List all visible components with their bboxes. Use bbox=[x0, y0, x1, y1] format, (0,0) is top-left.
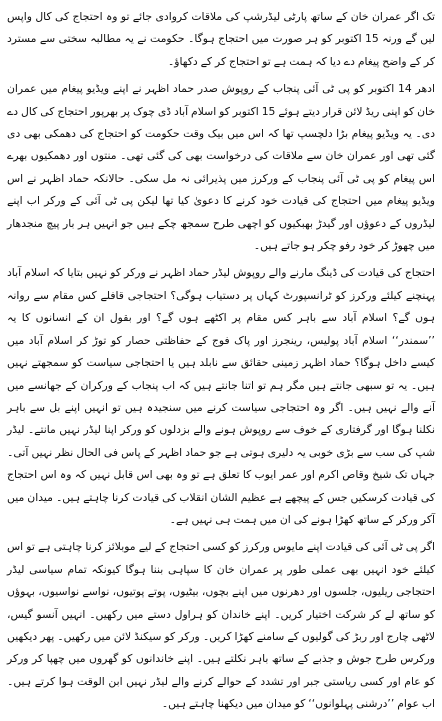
article-paragraph-3: احتجاج کی قیادت کی ڈینگ مارنے والے روپوش لیڈر حماد اظہر نے ورکر کو نہیں بتایا کہ اسلام آباد پہنچنے کیلئے ورکرز کو ٹرانسپورٹ کہاں پر دستیاب ہوگی؟ احتجاجی قافلے کس مقام سے روانہ ہوں گے؟ اسلام آباد سے باہر کس مقام پر اکٹھے ہوں گے؟ اور بقول ان کے انسانوں کا یہ ’’سمندر‘‘ اسلام آباد پولیس، رینجرز اور پاک فوج کے حفاظتی حصار کو توڑ کر اسلام آباد میں کیسے داخل ہوگا؟ حماد اظہر زمینی حقائق سے نابلد ہیں یا احتجاجی سیاست کو سمجھتے نہیں ہیں۔ یہ تو سبھی جانتے ہیں مگر ہم تو اتنا جانتے ہیں کہ اب پنجاب کے ورکران کے جھانسے میں آنے والے نہیں ہیں۔ اگر وہ احتجاجی سیاست کرنے میں سنجیدہ ہیں تو انہیں اپنے بل سے باہر نکلنا ہوگا اور گرفتاری کے خوف سے روپوش ہونے والے بزدلوں کو ورکر اپنا لیڈر نہیں مانتے۔ لیڈر شپ کی سب سے بڑی خوبی یہ دلیری ہوتی ہے جو حماد اظہر کے پاس فی الحال نظر نہیں آتی۔ جہاں تک شیخ وقاص اکرم اور عمر ایوب کا تعلق ہے تو وہ بھی اس قابل نہیں کہ وہ اس احتجاج کی قیادت کرسکیں جس کے پیچھے ہے عظیم الشان انقلاب کی قیادت کرنا چاہتے ہیں۔ میدان میں آکر ورکر کے ساتھ کھڑا ہونے کی ان میں ہمت ہی نہیں ہے۔ bbox=[7, 266, 435, 526]
article-paragraph-2: ادھر 14 اکتوبر کو پی ٹی آئی پنجاب کے روپوش صدر حماد اظہر نے اپنے ویڈیو پیغام میں عمران خان کو اپنی ریڈ لائن قرار دیتے ہوئے 15 اکتوبر کو اسلام آباد ڈی چوک پر بھرپور احتجاج کی کال دے دی۔ یہ ویڈیو پیغام بڑا دلچسپ تھا کہ اس میں بیک وقت حکومت کو احتجاج کی دھمکی بھی دی گئی تھی اور عمران خان سے ملاقات کی درخواست بھی کی گئی تھی۔ منتوں اور دھمکیوں بھرے اس پیغام کو پی ٹی آئی پنجاب کے ورکرز میں پذیرائی نہ مل سکی۔ حالانکہ حماد اظہر نے اس ویڈیو پیغام میں احتجاج کی قیادت خود کرنے کا دعویٰ کیا تھا لیکن پی ٹی آئی کے ورکر اب اپنے لیڈروں کے دعوؤں اور گیدڑ بھبکیوں کو اچھی طرح سمجھ چکے ہیں جو انہیں ہر بار پیچ منجدھار میں چھوڑ کر خود رفو چکر ہو جاتے ہیں۔ bbox=[6, 82, 435, 253]
article-paragraph-1: تک اگر عمران خان کے ساتھ پارٹی لیڈرشپ کی ملاقات کروادی جائے تو وہ احتجاج کی کال واپس لیں گے ورنہ 15 اکتوبر کو ہر صورت میں احتجاج ہوگا۔ حکومت نے یہ مطالبہ سختی سے مسترد کر کے واضح پیغام دے دیا کہ ہمت ہے تو احتجاج کر کے دکھاؤ۔ bbox=[7, 10, 436, 68]
article-paragraph-4: اگر پی ٹی آئی کی قیادت اپنے مایوس ورکرز کو کسی احتجاج کے لیے موبلائز کرنا چاہتی ہے تو اس کیلئے خود انہیں بھی عملی طور پر عمران خان کا سپاہی بننا ہوگا کیونکہ تمام سیاسی لیڈر احتجاجی ریلیوں، جلسوں اور دھرنوں میں اپنے بچوں، بیٹیوں، پوتے پوتیوں، نواسے نواسیوں، بہوؤں کو ساتھ لے کر شرکت اختیار کریں۔ اپنے خاندان کو ہراول دستے میں رکھیں۔ انہیں آنسو گیس، لاٹھی چارج اور ربڑ کی گولیوں کے سامنے کھڑا کریں۔ ورکر کو سیکنڈ لائن میں رکھیں۔ پھر دیکھیں ورکرس طرح جوش و جذبے کے ساتھ باہر نکلتے ہیں۔ اپنے خاندانوں کو گھروں میں چھپا کر ورکر کو عام اور کسی ریاستی جبر اور تشدد کے حوالے کرنے والے لیڈر نہیں ابن الوقت ہوا کرتے ہیں۔ اب عوام ’’درشنی پہلوانوں‘‘ کو میدان میں دیکھنا چاہتے ہیں۔ bbox=[7, 540, 435, 711]
